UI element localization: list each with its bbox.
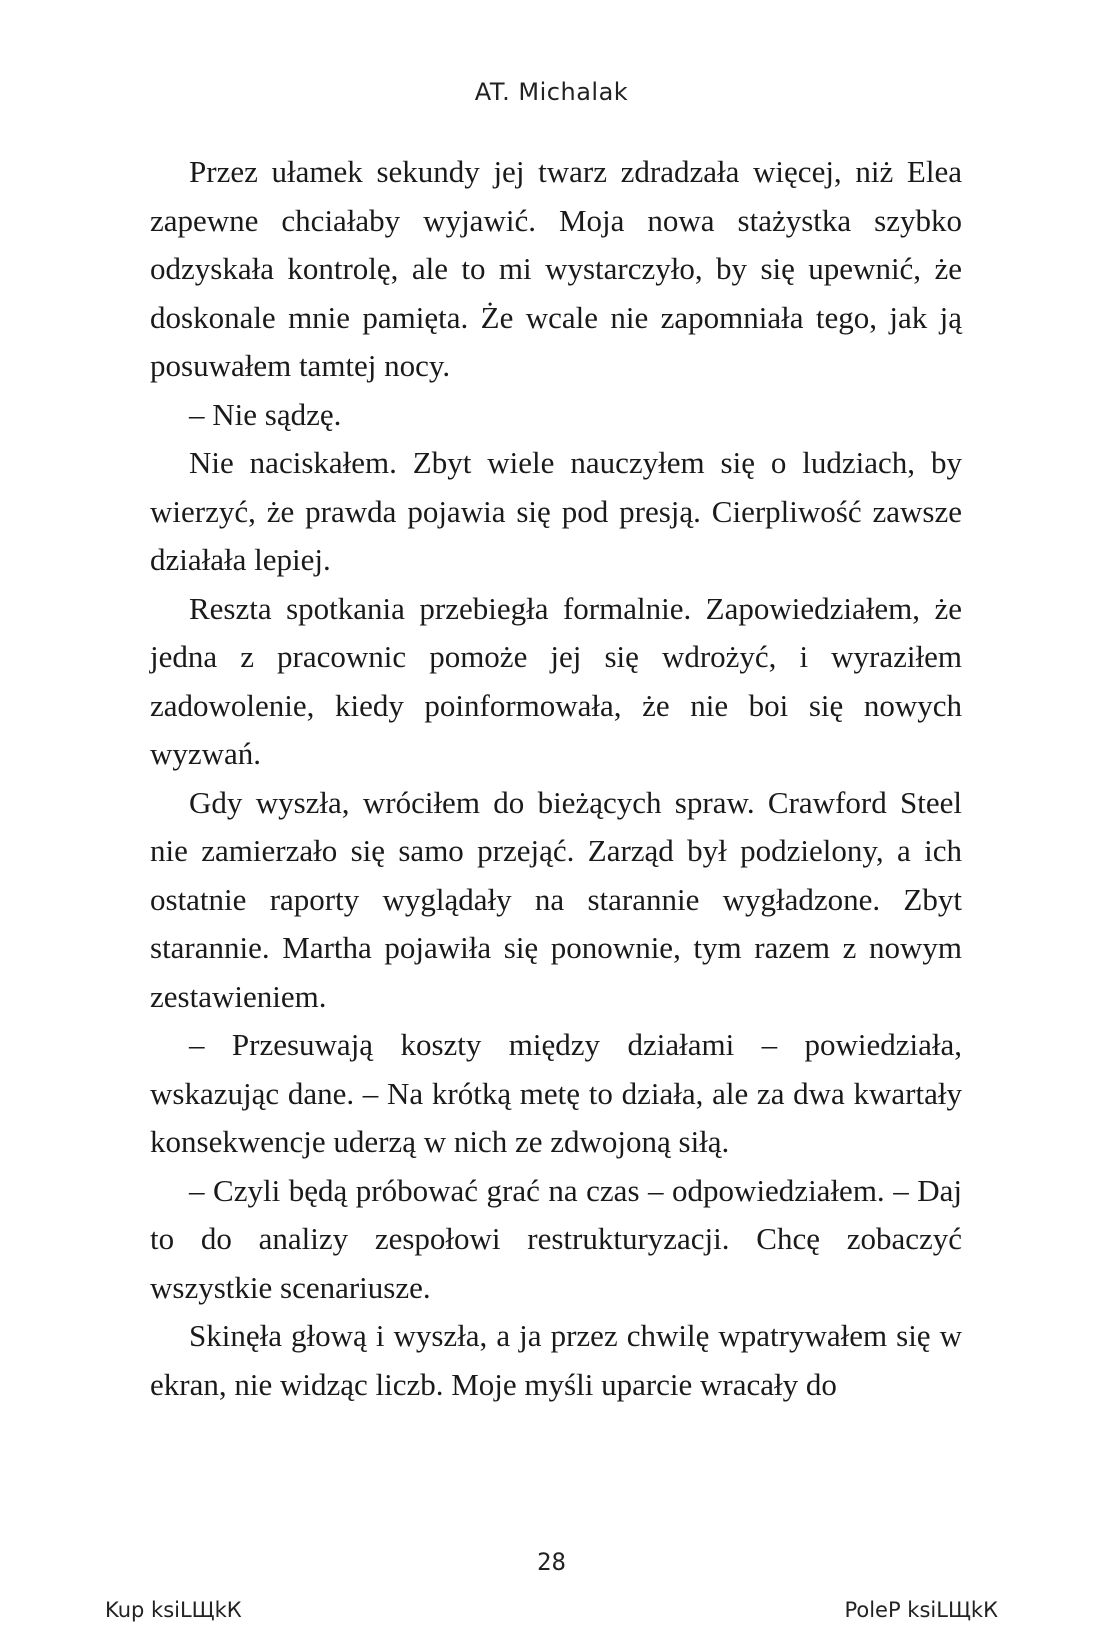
paragraph: – Czyli będą próbować grać na czas – odpowiedziałem. – Daj to do analizy zespołowi restrukturyzacji. Chcę zobaczyć wszystkie scenariusze. [150, 1172, 962, 1305]
footer-recommend-link[interactable]: PoleP ksiLЩkК [844, 1598, 998, 1622]
paragraph: Przez ułamek sekundy jej twarz zdradzała więcej, niż Elea zapewne chciałaby wyjawić. Moja nowa stażystka szybko odzyskała kontrolę, ale to mi wystarczyło, by się upewnić, że doskonale mnie pamięta. Że wcale nie zapomniała tego, jak ją posuwałem tamtej nocy. [150, 154, 962, 383]
running-header: AT. Michalak [474, 78, 629, 106]
paragraph: Reszta spotkania przebiegła formalnie. Zapowiedziałem, że jedna z pracownic pomoże jej się wdrożyć, i wyraziłem zadowolenie, kiedy poinformowała, że nie boi się nowych wyzwań. [150, 590, 962, 771]
footer-buy-link[interactable]: Kup ksiLЩkК [105, 1598, 242, 1622]
paragraph: Nie naciskałem. Zbyt wiele nauczyłem się o ludziach, by wierzyć, że prawda pojawia się pod presją. Cierpliwość zawsze działała lepiej. [150, 445, 962, 577]
paragraph: – Nie sądzę. [189, 396, 342, 432]
paragraph: Gdy wyszła, wróciłem do bieżących spraw. Crawford Steel nie zamierzało się samo przejąć. Zarząd był podzielony, a ich ostatnie raporty wyglądały na starannie wygładzone. Zbyt starannie. Martha pojawiła się ponownie, tym razem z nowym zestawieniem. [150, 784, 962, 1014]
page-number: 28 [537, 1548, 566, 1576]
paragraph: Skinęła głową i wyszła, a ja przez chwilę wpatrywałem się w ekran, nie widząc liczb. Moje myśli uparcie wracały do [150, 1318, 962, 1402]
paragraph: – Przesuwają koszty między działami – powiedziała, wskazując dane. – Na krótką metę to działa, ale za dwa kwartały konsekwencje uderzą w nich ze zdwojoną siłą. [150, 1027, 962, 1159]
body-text [150, 148, 962, 1409]
